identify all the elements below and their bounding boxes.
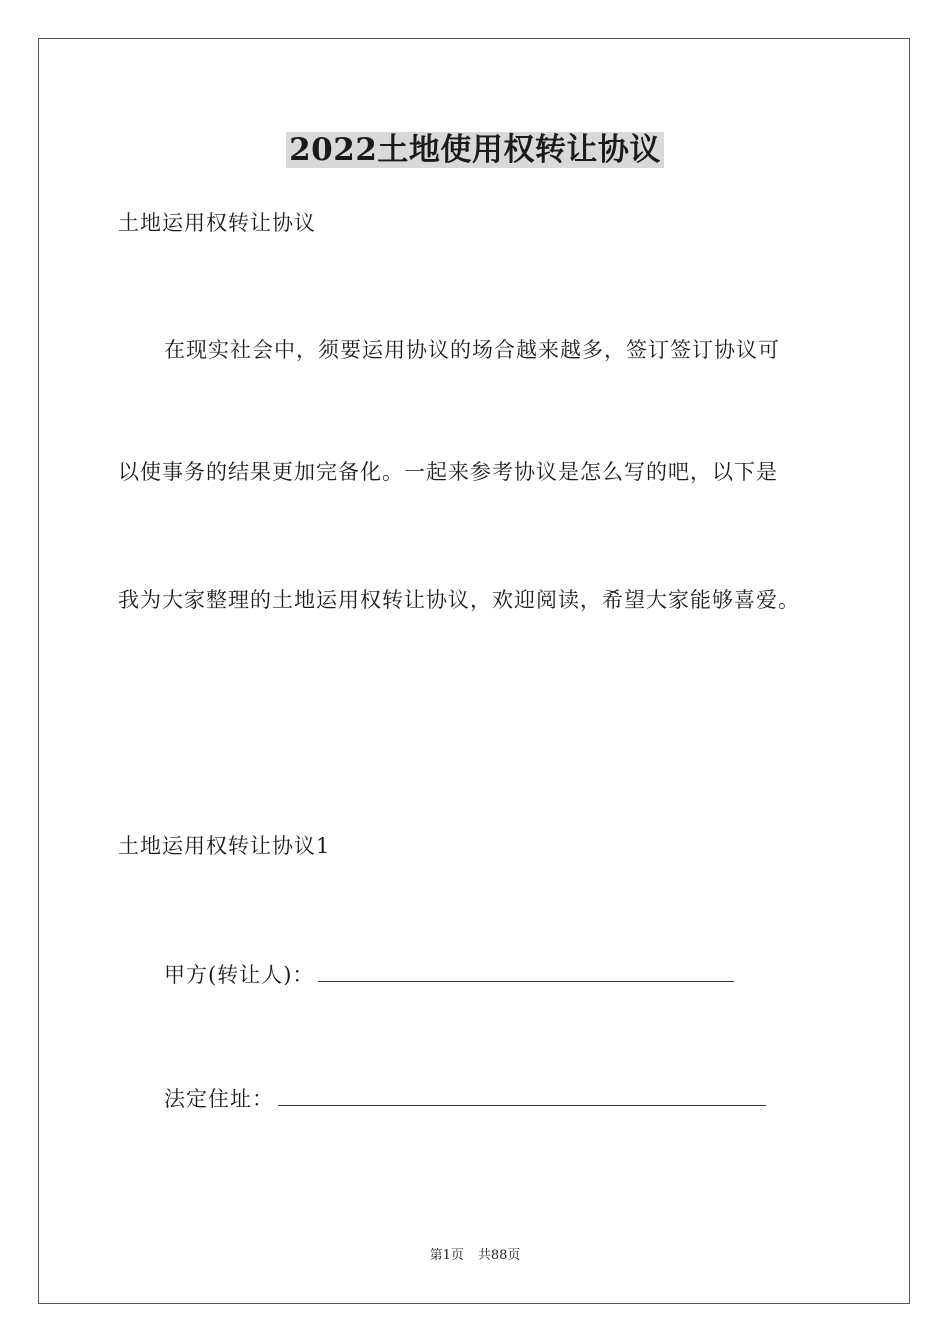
intro-line-3: 我为大家整理的土地运用权转让协议，欢迎阅读，希望大家能够喜爱。	[118, 588, 800, 612]
address-blank-line	[278, 1081, 766, 1106]
party-a-blank-line	[318, 957, 734, 982]
party-a-field	[164, 957, 734, 990]
title-text: 2022土地使用权转让协议	[286, 132, 664, 168]
party-a-label: 甲方(转让人)：	[164, 963, 315, 987]
page-footer	[0, 1247, 950, 1265]
address-label: 法定住址：	[164, 1087, 274, 1111]
page-number: 第1页	[429, 1248, 464, 1263]
address-field	[164, 1081, 766, 1114]
document-title	[0, 128, 950, 172]
page-total: 共88页	[477, 1248, 521, 1263]
section-title: 土地运用权转让协议1	[118, 834, 331, 858]
subtitle: 土地运用权转让协议	[118, 211, 316, 235]
intro-line-1: 在现实社会中，须要运用协议的场合越来越多，签订签订协议可	[164, 338, 780, 362]
intro-line-2: 以使事务的结果更加完备化。一起来参考协议是怎么写的吧，以下是	[118, 460, 778, 484]
